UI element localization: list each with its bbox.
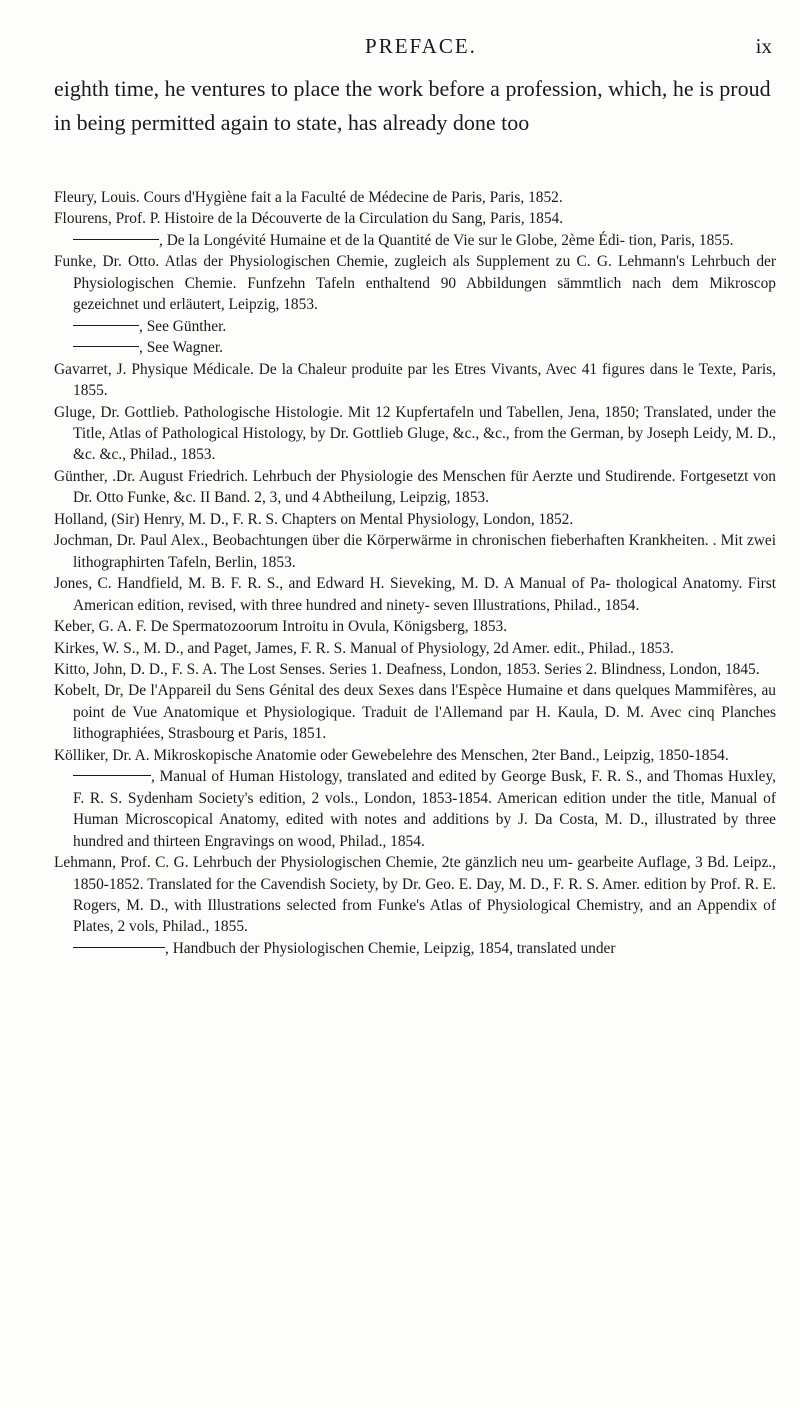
page-number: ix — [755, 34, 772, 58]
bibliography-entry: Jochman, Dr. Paul Alex., Beobachtungen über die Körperwärme in chronischen fieberhaften Krankheiten. . Mit zwei lithographirten Tafeln, Berlin, 1853. — [54, 532, 776, 571]
preface-paragraph: eighth time, he ventures to place the work before a profession, which, he is proud in being permitted again to state, has already done too — [54, 76, 771, 135]
bibliography-entry: Funke, Dr. Otto. Atlas der Physiologischen Chemie, zugleich als Supplement zu C. G. Lehmann's Lehrbuch der Physiologischen Chemie. Funfzehn Tafeln enthaltend 90 Abbildungen sämmtlich nach dem Mikroscop gezeichnet und erläutert, Leipzig, 1853. — [54, 253, 776, 314]
running-head-title: PREFACE. — [365, 34, 477, 58]
bibliography-entry: Kölliker, Dr. A. Mikroskopische Anatomie oder Gewebelehre des Menschen, 2ter Band., Leipzig, 1850-1854. — [54, 746, 729, 764]
bibliography-entry-continued: , See Günther. — [54, 316, 776, 337]
bibliography-entry-continued: , See Wagner. — [54, 337, 776, 358]
bibliography-entry: Kitto, John, D. D., F. S. A. The Lost Senses. Series 1. Deafness, London, 1853. Series 2. Blindness, London, 1845. — [54, 660, 760, 678]
ditto-dash — [73, 947, 165, 948]
bibliography-entry: Gluge, Dr. Gottlieb. Pathologische Histologie. Mit 12 Kupfertafeln und Tabellen, Jena, 1850; Translated, under the Title, Atlas of Pathological Histology, by Dr. Gottlieb Gluge, &c., &c., from the German, by Joseph Leidy, M. D., &c. &c., Philad., 1853. — [54, 403, 776, 464]
bibliography-entry: Günther, .Dr. August Friedrich. Lehrbuch der Physiologie des Menschen für Aerzte und Studirende. Fortgesetzt von Dr. Otto Funke, &c. II Band. 2, 3, und 4 Abtheilung, Leipzig, 1853. — [54, 467, 776, 507]
bibliography-entry: Flourens, Prof. P. Histoire de la Découverte de la Circulation du Sang, Paris, 1854. — [54, 210, 564, 228]
bibliography-entry: Kobelt, Dr, De l'Appareil du Sens Génital des deux Sexes dans l'Espèce Humaine et dans quelques Mammifères, au point de Vue Anatomique et Physiologique. Traduit de l'Allemand par H. Kaula, D. M. Avec cinq Planches lithographiées, Strasbourg et Paris, 1851. — [54, 682, 776, 743]
bibliography-list — [54, 187, 776, 959]
ditto-dash — [73, 325, 139, 326]
bibliography-entry: Holland, (Sir) Henry, M. D., F. R. S. Chapters on Mental Physiology, London, 1852. — [54, 510, 574, 528]
bibliography-entry: Kirkes, W. S., M. D., and Paget, James, F. R. S. Manual of Physiology, 2d Amer. edit., Philad., 1853. — [54, 639, 674, 657]
bibliography-entry-continued: , De la Longévité Humaine et de la Quantité de Vie sur le Globe, 2ème Édi- tion, Paris, 1855. — [54, 230, 776, 251]
running-head — [70, 34, 772, 62]
ditto-dash — [73, 775, 151, 776]
bibliography-entry: Jones, C. Handfield, M. B. F. R. S., and Edward H. Sieveking, M. D. A Manual of Pa- thological Anatomy. First American edition, revised, with three hundred and ninety- seven Illustrations, Philad., 1854. — [54, 575, 776, 614]
bibliography-entry: Fleury, Louis. Cours d'Hygiène fait a la Faculté de Médecine de Paris, Paris, 1852. — [54, 189, 563, 206]
bibliography-entry-continued: , Manual of Human Histology, translated and edited by George Busk, F. R. S., and Thomas Huxley, F. R. S. Sydenham Society's edition, 2 vols., London, 1853-1854. American edition under the title, Manual of Human Microscopical Anatomy, edited with notes and additions by J. Da Costa, M. D., illustrated by three hundred and thirteen Engravings on wood, Philad., 1854. — [73, 768, 776, 850]
bibliography-entry: Keber, G. A. F. De Spermatozoorum Introitu in Ovula, Königsberg, 1853. — [54, 618, 508, 636]
bibliography-entry: Gavarret, J. Physique Médicale. De la Chaleur produite par les Etres Vivants, Avec 41 figures dans le Texte, Paris, 1855. — [54, 360, 776, 400]
bibliography-entry-continued: , Handbuch der Physiologischen Chemie, Leipzig, 1854, translated under — [54, 938, 776, 959]
ditto-dash — [73, 239, 159, 240]
ditto-dash — [73, 346, 139, 347]
bibliography-entry: Lehmann, Prof. C. G. Lehrbuch der Physiologischen Chemie, 2te gänzlich neu um- gearbeite Auflage, 3 Bd. Leipz., 1850-1852. Translated for the Cavendish Society, by Dr. Geo. E. Day, M. D., F. R. S. Amer. edition by Prof. R. E. Rogers, M. D., with Illustrations selected from Funke's Atlas of Physiological Chemistry, and an Appendix of Plates, 2 vols, Philad., 1855. — [54, 854, 776, 936]
